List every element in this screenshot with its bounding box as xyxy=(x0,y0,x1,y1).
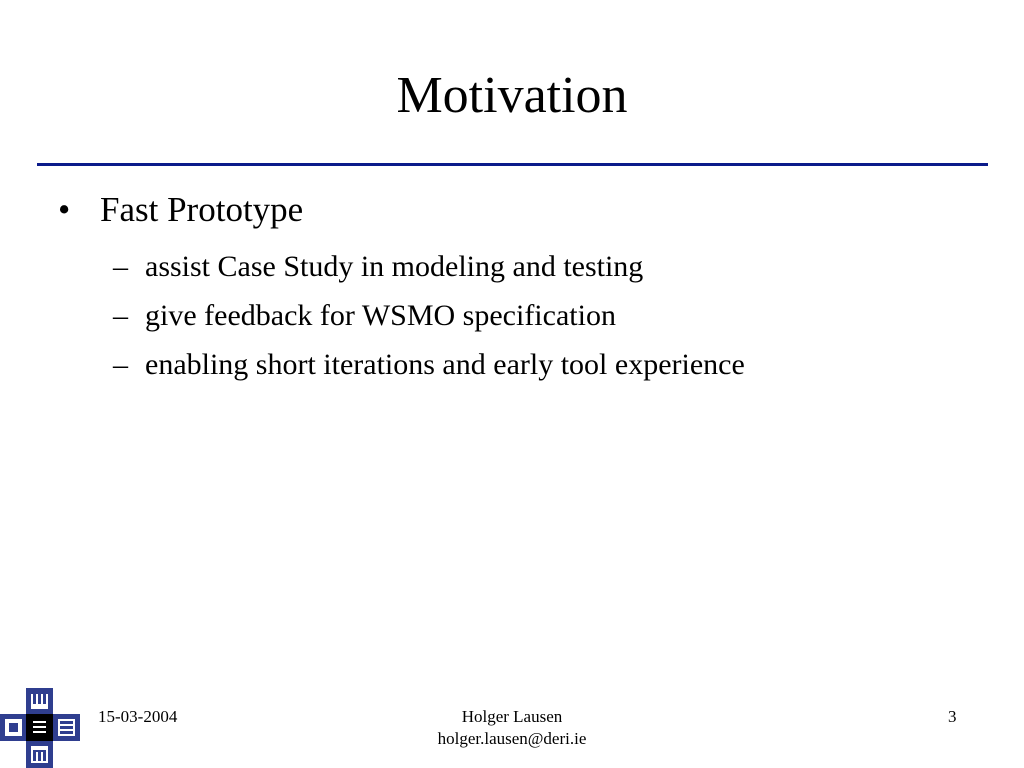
bullet-marker: • xyxy=(58,190,71,229)
sub-bullet-marker: – xyxy=(113,348,128,381)
footer-author-block xyxy=(380,706,644,750)
sub-bullet-marker: – xyxy=(113,250,128,283)
title-divider xyxy=(37,163,988,166)
bullet-text: Fast Prototype xyxy=(100,190,304,229)
slide-title: Motivation xyxy=(396,67,628,124)
footer-email: holger.lausen@deri.ie xyxy=(437,729,587,748)
sub-bullet-list xyxy=(113,242,745,389)
sub-bullet-item xyxy=(113,291,745,340)
sub-bullet-text: give feedback for WSMO specification xyxy=(145,299,616,332)
sub-bullet-text: assist Case Study in modeling and testing xyxy=(145,250,644,283)
sub-bullet-item xyxy=(113,242,745,291)
page-number: 3 xyxy=(948,707,957,726)
sub-bullet-marker: – xyxy=(113,299,128,332)
sub-bullet-text: enabling short iterations and early tool experience xyxy=(145,348,745,381)
footer-date: 15-03-2004 xyxy=(98,707,178,726)
sub-bullet-item xyxy=(113,340,745,389)
footer-author: Holger Lausen xyxy=(461,707,563,726)
wsmo-logo-icon xyxy=(0,688,80,768)
bullet-item xyxy=(58,188,303,232)
